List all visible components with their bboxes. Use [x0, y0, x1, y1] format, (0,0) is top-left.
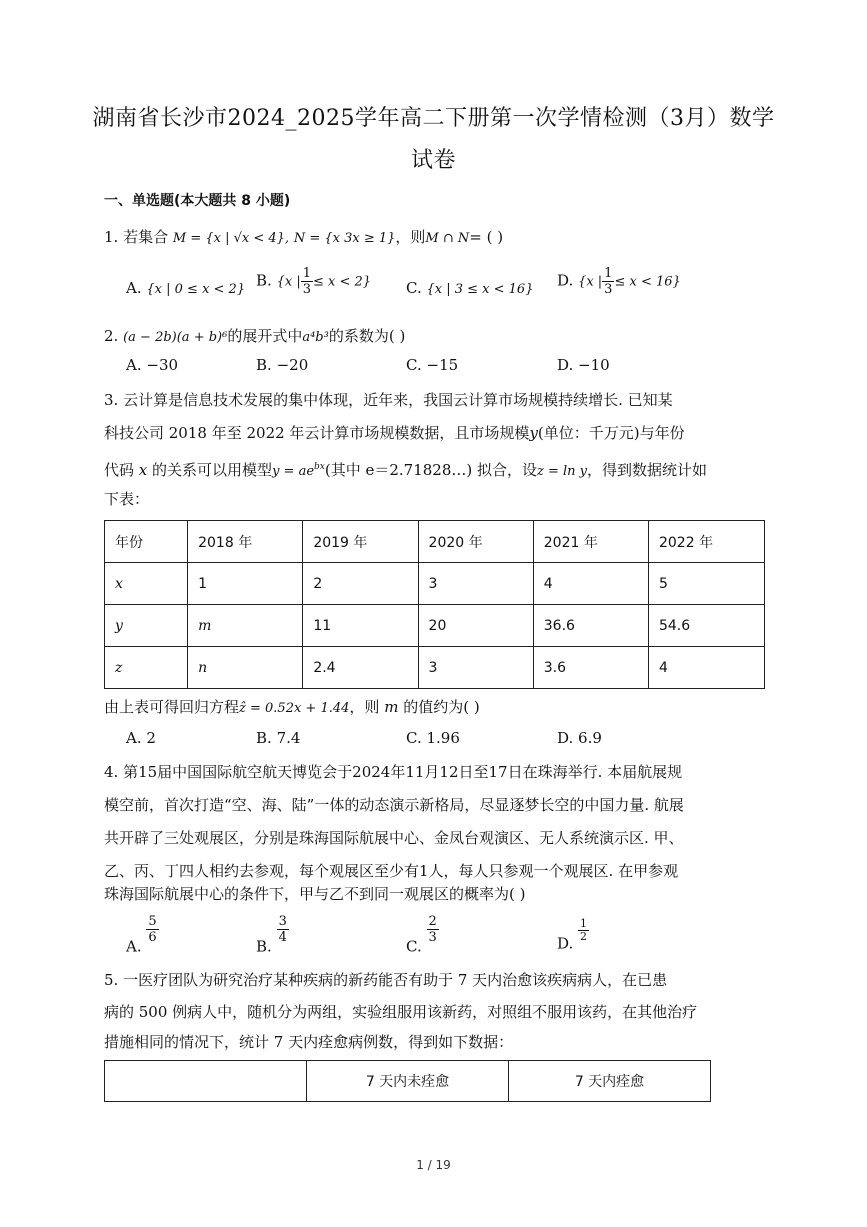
table-cell: 2 — [303, 563, 418, 605]
question-1-stem: 1. 若集合 M = {x | √x < 4}, N = {x 3x ≥ 1}，则M ∩ N= ( ) — [104, 228, 504, 246]
question-5-line3: 措施相同的情况下，统计 7 天内痊愈病例数，得到如下数据： — [104, 1033, 514, 1051]
table-cell: 2018 年 — [188, 521, 303, 563]
question-3-option-c: C. 1.96 — [406, 729, 460, 747]
question-3-line4: 下表： — [104, 490, 150, 508]
question-2-option-a: A. −30 — [126, 356, 179, 374]
table-cell: y — [105, 605, 188, 647]
table-cell: 11 — [303, 605, 418, 647]
table-cell: 2022 年 — [648, 521, 764, 563]
table-cell: 2021 年 — [533, 521, 648, 563]
question-3-option-b: B. 7.4 — [256, 729, 301, 747]
table-cell: 4 — [648, 647, 764, 689]
table-header-cell: 7 天内痊愈 — [509, 1061, 711, 1102]
document-title-line1: 湖南省长沙市2024_2025学年高二下册第一次学情检测（3月）数学 — [92, 106, 775, 131]
table-header-cell: 7 天内未痊愈 — [307, 1061, 509, 1102]
question-2-option-b: B. −20 — [256, 356, 309, 374]
table-cell: z — [105, 647, 188, 689]
table-cell: 54.6 — [648, 605, 764, 647]
table-row — [105, 647, 765, 689]
table-cell: n — [188, 647, 303, 689]
question-3-line3: 代码 x 的关系可以用模型$y = ae^{bx}$(其中 e＝2.71828…) 拟合，设z = ln y，得到数据统计如 — [104, 461, 708, 479]
question-2-option-d: D. −10 — [557, 356, 610, 374]
question-4-option-c: C. $\frac{2}{3}$ — [406, 914, 437, 956]
table-cell: 2019 年 — [303, 521, 418, 563]
question-2-option-c: C. −15 — [406, 356, 459, 374]
table-cell: 3.6 — [533, 647, 648, 689]
question-1-option-b: B. {x | $\frac{1}{3}$ ≤ x < 2} — [256, 266, 372, 297]
question-3-after-table: 由上表可得回归方程ẑ = 0.52x + 1.44，则 m 的值约为( ) — [104, 698, 480, 716]
question-3-data-table — [104, 520, 765, 689]
question-2-stem: 2. (a − 2b)(a + b)⁶的展开式中a⁴b³的系数为( ) — [104, 327, 406, 345]
question-4-line2: 模空前，首次打造“空、海、陆”一体的动态演示新格局，尽显逐梦长空的中国力量. 航展 — [104, 796, 684, 814]
table-row — [105, 563, 765, 605]
question-4-line3: 共开辟了三处观展区，分别是珠海国际航展中心、金凤台观演区、无人系统演示区. 甲、 — [104, 829, 684, 847]
question-5-line1: 5. 一医疗团队为研究治疗某种疾病的新药能否有助于 7 天内治愈该疾病病人，在已患 — [104, 971, 668, 989]
table-cell: 3 — [418, 647, 533, 689]
table-cell: 1 — [188, 563, 303, 605]
question-3-option-a: A. 2 — [126, 729, 156, 747]
question-4-option-d: D. $\frac{1}{2}$ — [557, 917, 588, 953]
document-title-line2: 试卷 — [410, 148, 456, 173]
section-heading: 一、单选题(本大题共 8 小题) — [104, 193, 291, 209]
table-cell: x — [105, 563, 188, 605]
table-cell: 3 — [418, 563, 533, 605]
table-cell: 4 — [533, 563, 648, 605]
table-cell: 5 — [648, 563, 764, 605]
question-5-line2: 病的 500 例病人中，随机分为两组，实验组服用该新药，对照组不服用该药，在其他治疗 — [104, 1003, 698, 1021]
table-cell: 20 — [418, 605, 533, 647]
question-1-option-c: C. {x | 3 ≤ x < 16} — [406, 279, 534, 297]
question-4-option-a: A. $\frac{5}{6}$ — [126, 914, 157, 956]
table-cell: 年份 — [105, 521, 188, 563]
question-4-line5: 珠海国际航展中心的条件下，甲与乙不到同一观展区的概率为( ) — [104, 885, 526, 903]
question-3-option-d: D. 6.9 — [557, 729, 602, 747]
question-1-option-d: D. {x | $\frac{1}{3}$ ≤ x < 16} — [557, 266, 681, 297]
question-3-line1: 3. 云计算是信息技术发展的集中体现，近年来，我国云计算市场规模持续增长. 已知某 — [104, 391, 673, 409]
page-number: 1 / 19 — [416, 1158, 451, 1172]
question-1-option-a: A. {x | 0 ≤ x < 2} — [126, 279, 246, 297]
question-4-line4: 乙、丙、丁四人相约去参观，每个观展区至少有1人，每人只参观一个观展区. 在甲参观 — [104, 862, 679, 880]
table-cell: 36.6 — [533, 605, 648, 647]
table-cell: m — [188, 605, 303, 647]
question-5-data-table — [104, 1060, 711, 1102]
question-3-line2: 科技公司 2018 年至 2022 年云计算市场规模数据，且市场规模y(单位：千万元)与年份 — [104, 424, 685, 442]
table-header-cell — [105, 1061, 307, 1102]
table-cell: 2020 年 — [418, 521, 533, 563]
question-4-option-b: B. $\frac{3}{4}$ — [256, 914, 287, 956]
table-row — [105, 605, 765, 647]
question-4-line1: 4. 第15届中国国际航空航天博览会于2024年11月12日至17日在珠海举行. 本届航展规 — [104, 763, 683, 781]
table-row — [105, 521, 765, 563]
table-cell: 2.4 — [303, 647, 418, 689]
